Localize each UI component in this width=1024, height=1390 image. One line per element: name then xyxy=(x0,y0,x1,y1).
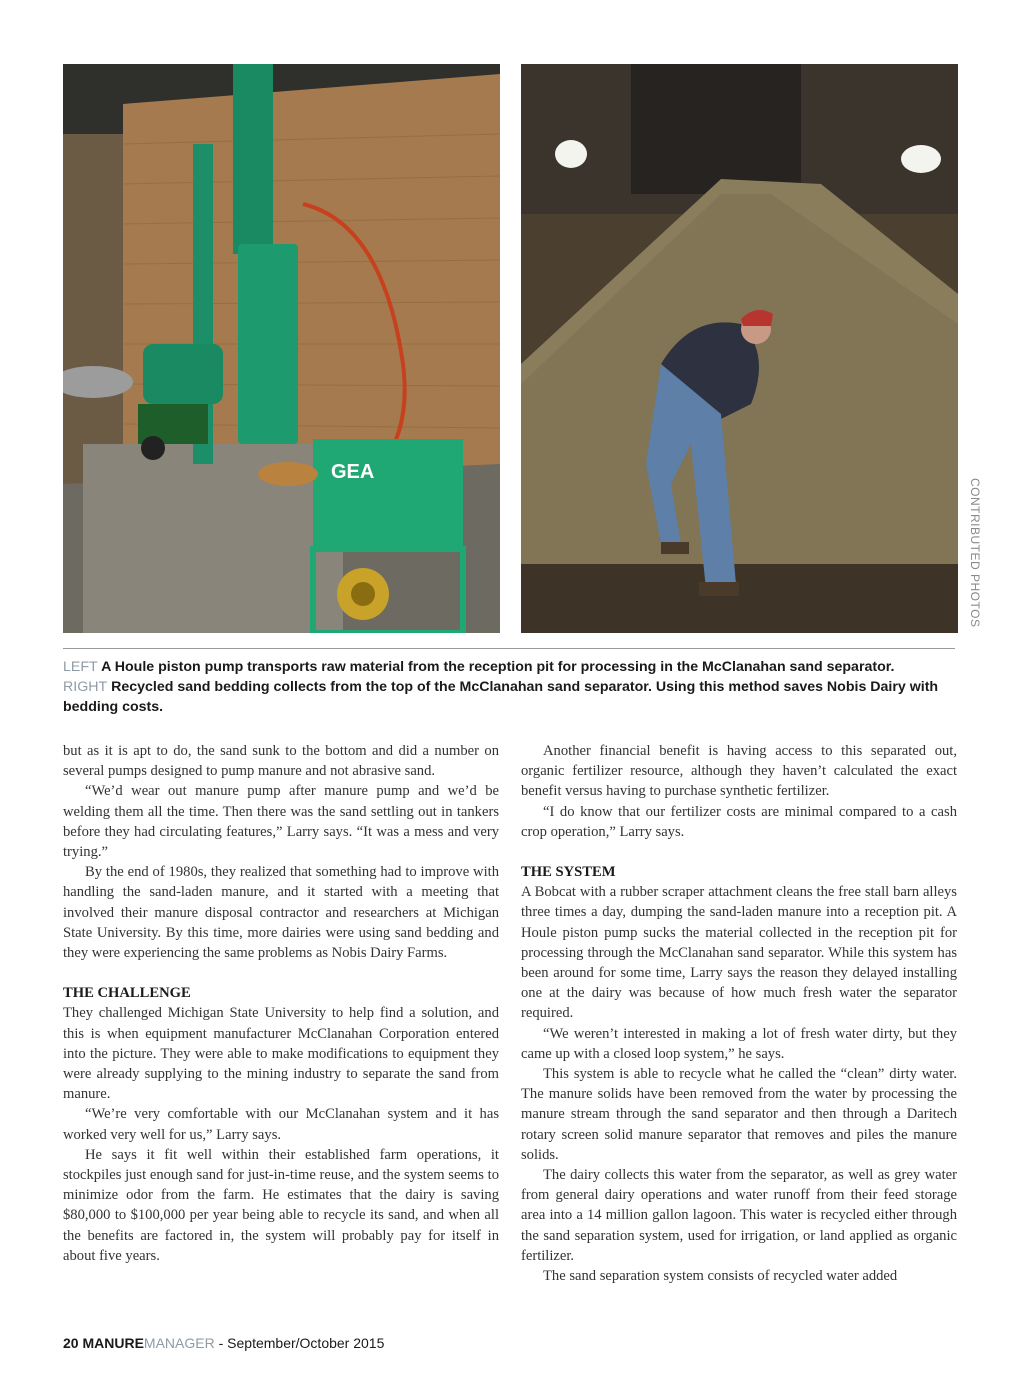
paragraph: A Bobcat with a rubber scraper attachment cleans the free stall barn alleys three times a day, dumping the sand-laden manure into a reception pit. A Houle piston pump sucks the material collected in the reception pit for processing through the McClanahan sand separator. While this system has been around for some time, Larry says the reason they delayed installing one at the dairy was because of how much fresh water the separator required. xyxy=(521,884,957,1022)
paragraph: By the end of 1980s, they realized that something had to improve with handling the sand-laden manure, and it started with a meeting that involved their manure disposal contractor and researchers at Michigan State University. By this time, more dairies were using sand bedding and they were experiencing the same problems as Nobis Dairy Farms. xyxy=(63,864,499,962)
photo-caption xyxy=(63,657,963,717)
pump-illustration xyxy=(63,64,500,633)
caption-right-text: Recycled sand bedding collects from the top of the McClanahan sand separator. Using this method saves Nobis Dairy with bedding costs. xyxy=(63,679,939,715)
caption-divider xyxy=(63,648,955,649)
sand-pile-illustration xyxy=(521,64,958,633)
photo-left xyxy=(63,64,500,633)
paragraph: “We’d wear out manure pump after manure pump and we’d be welding them all the time. Then there was the sand settling out in tankers before they had circulating features,” Larry says. “It was a mess and very trying.” xyxy=(63,783,499,861)
photo-credit: CONTRIBUTED PHOTOS xyxy=(968,478,982,628)
paragraph: “I do know that our fertilizer costs are minimal compared to a cash crop operation,” Larry says. xyxy=(521,803,957,840)
gea-badge: GEA xyxy=(331,461,375,483)
paragraph: The sand separation system consists of recycled water added xyxy=(543,1268,898,1285)
paragraph: He says it fit well within their established farm operations, it stockpiles just enough sand for just-in-time reuse, and the system seems to minimize odor from the farm. He estimates that the dairy is saving $80,000 to $100,000 per year being able to recycle its sand, and when all the benefits are factored in, the system will probably pay for itself in about five years. xyxy=(63,1146,499,1264)
paragraph: “We’re very comfortable with our McClanahan system and it has worked very well for us,” Larry says. xyxy=(63,1106,499,1143)
paragraph: This system is able to recycle what he called the “clean” dirty water. The manure solids have been removed from the water by processing the manure stream through the sand separator and then through a Daritech rotary screen solid manure separator that removes and piles the manure solids. xyxy=(521,1066,957,1163)
paragraph: Another financial benefit is having access to this separated out, organic fertilizer resource, although they haven’t calculated the exact benefit versus having to purchase synthetic fertilizer. xyxy=(521,743,957,800)
paragraph: They challenged Michigan State University to help find a solution, and this is when equipment manufacturer McClanahan Corporation entered into the picture. They were able to make modifications to equipment they were already supplying to the mining industry to separate the sand from manure. xyxy=(63,1005,499,1103)
magazine-name-light: MANAGER xyxy=(143,1335,215,1351)
magazine-name-bold: MANURE xyxy=(82,1335,144,1351)
caption-right-tag: RIGHT xyxy=(63,679,108,695)
paragraph: “We weren’t interested in making a lot of fresh water dirty, but they came up with a closed loop system,” he says. xyxy=(521,1025,957,1062)
paragraph: The dairy collects this water from the separator, as well as grey water from general dairy operations and water runoff from their feed storage area into a 14 million gallon lagoon. This water is recycled either through the sand separation system, used for irrigation, or land applied as organic fertilizer. xyxy=(521,1167,957,1264)
article-column-left xyxy=(63,741,499,1266)
caption-right xyxy=(63,677,963,717)
article-column-right xyxy=(521,741,957,1286)
caption-left xyxy=(63,657,963,677)
photo-right xyxy=(521,64,958,633)
caption-left-text: A Houle piston pump transports raw material from the reception pit for processing in the McClanahan sand separator. xyxy=(101,659,895,675)
caption-left-tag: LEFT xyxy=(63,659,98,675)
issue-date: - September/October 2015 xyxy=(218,1335,385,1351)
section-heading-system: THE SYSTEM xyxy=(521,864,616,881)
section-heading-challenge: THE CHALLENGE xyxy=(63,985,191,1002)
page-number: 20 xyxy=(63,1335,79,1351)
page-footer xyxy=(63,1335,384,1351)
paragraph: but as it is apt to do, the sand sunk to the bottom and did a number on several pumps designed to pump manure and not abrasive sand. xyxy=(63,743,499,780)
